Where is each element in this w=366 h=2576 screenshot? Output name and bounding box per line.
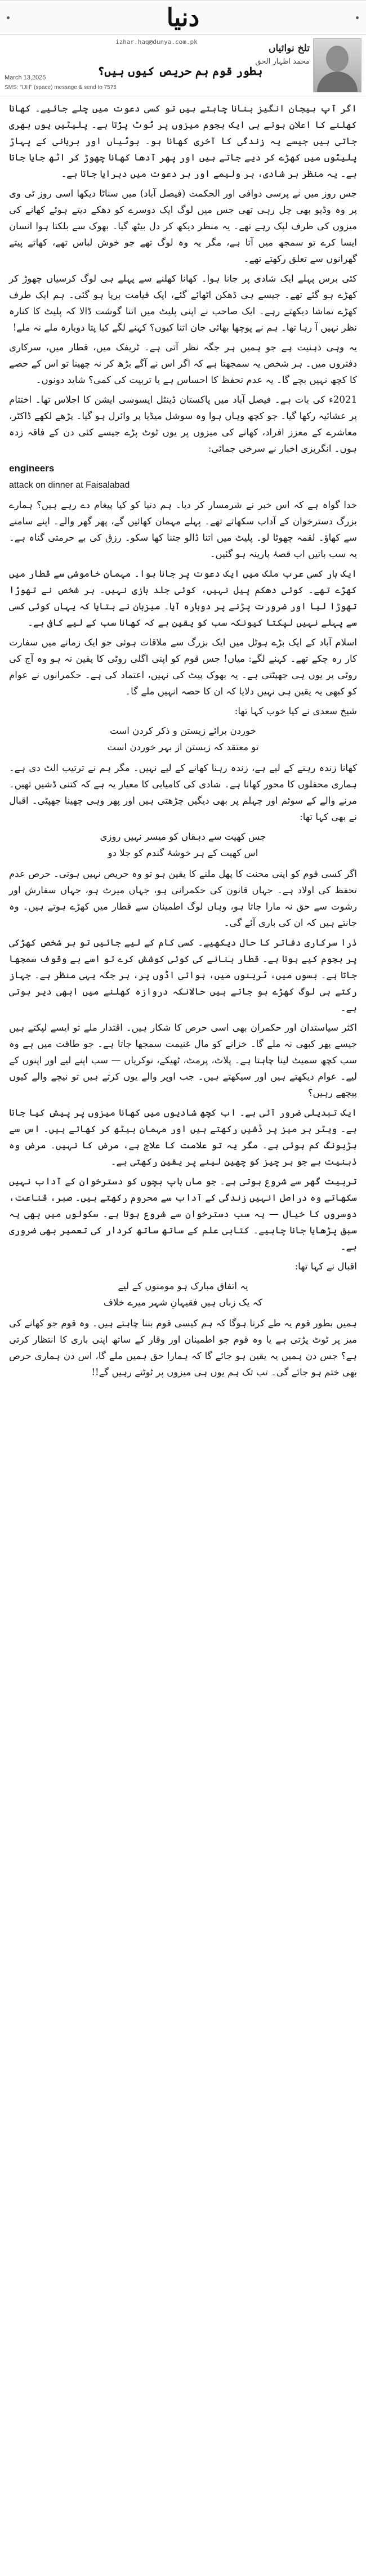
- english-headline-quote: [9, 460, 357, 493]
- newspaper-logo: دنیا: [166, 3, 200, 32]
- publish-date: March 13,2025: [5, 74, 46, 81]
- verse-line: جس کھیت سے دہقاں کو میسر نہیں روزی: [100, 831, 266, 842]
- article-paragraph: اکثر سیاستدان اور حکمران بھی اسی حرص کا شکار ہیں۔ اقتدار ملے تو ایسے لپکتے ہیں جیسے پھر کبھی نہ ملے گا۔ خزانے کو مال غنیمت سمجھا جاتا ہے۔ جو طاقت میں ہے وہ سب کچھ سمیٹ لینا چاہتا ہے۔ پلاٹ، پرمٹ، ٹھیکے، نوکریاں — سب اپنے لیے اور اپنوں کے لیے۔ عوام دیکھتے ہیں اور سیکھتے ہیں۔ جب اوپر والے یوں کرتے ہیں تو نیچے والے کیوں پیچھے رہیں؟: [9, 1022, 357, 1098]
- article-paragraph: اقبال نے کہا تھا:: [294, 1261, 357, 1272]
- column-header: [0, 35, 366, 95]
- article-paragraph: 2021ء کی بات ہے۔ فیصل آباد میں پاکستان ڈینٹل ایسوسی ایشن کا اجلاس تھا۔ اختتام پر عشائیہ رکھا گیا۔ جو کچھ وہاں ہوا وہ سوشل میڈیا پر وائرل ہو گیا۔ پڑھے لکھے ڈاکٹر، معاشرے کے معزز افراد، کھانے کی میزوں پر یوں ٹوٹ پڑے جیسے کئی دن کے فاقہ زدہ ہوں۔ انگریزی اخبار نے سرخی جمائی:: [9, 394, 357, 454]
- verse-line: یہ اتفاق مبارک ہو مومنوں کے لیے: [118, 1281, 248, 1291]
- verse-block: [9, 828, 357, 861]
- verse-line: کہ یک زباں ہیں فقیہانِ شہر میرے خلاف: [103, 1297, 263, 1308]
- author-email-link[interactable]: izhar.haq@dunya.com.pk: [115, 38, 198, 46]
- verse-line: خوردن برائے زیستن و ذکر کردن است: [110, 725, 256, 736]
- article-paragraph: اگر آپ ہیجان انگیز بنانا چاہتے ہیں تو کسی دعوت میں چلے جائیے۔ کھانا کھلنے کا اعلان ہوتے ہی ایک ہجوم میزوں پر ٹوٹ پڑتا ہے۔ پلیٹیں یوں بھری جاتی ہیں جیسے یہ زندگی کا آخری کھانا ہو۔ بوٹیاں اور بریانی کے پہاڑ پلیٹوں میں کھڑے کر دیے جاتے ہیں اور پھر آدھا کھانا چھوڑ کر اٹھ جایا جاتا ہے۔ یہ منظر ہر شادی، ہر ولیمے اور ہر دعوت میں دہرایا جاتا ہے۔: [9, 103, 357, 179]
- article-paragraph: شیخ سعدی نے کیا خوب کہا تھا:: [234, 706, 357, 716]
- sms-instructions: SMS: "IJH" (space) message & send to 7575: [5, 84, 117, 91]
- verse-line: اس کھیت کے ہر خوشۂ گندم کو جلا دو: [108, 848, 258, 858]
- decorative-dot: [7, 16, 10, 19]
- author-photo-head: [326, 46, 349, 72]
- article-paragraph: کئی برس پہلے ایک شادی پر جانا ہوا۔ کھانا کھلنے سے پہلے ہی لوگ کرسیاں چھوڑ کر کھڑے ہو گئے تھے۔ جیسے ہی ڈھکن اٹھائے گئے، ایک قیامت برپا ہو گئی۔ ہم ایک طرف کھڑے تماشا دیکھتے رہے۔ ایک صاحب نے اپنی پلیٹ میں اتنا گوشت ڈالا کہ پلیٹ کا کنارہ نظر نہیں آ رہا تھا۔ ہم نے پوچھا بھائی جان اتنا کیوں؟ کہنے لگے کیا پتا دوبارہ ملے نہ ملے!: [9, 273, 357, 333]
- english-headline-prefix: engineers: [9, 463, 55, 474]
- article-paragraph: یہ وہی ذہنیت ہے جو ہمیں ہر جگہ نظر آتی ہے۔ ٹریفک میں، قطار میں، سرکاری دفتروں میں۔ ہر شخص یہ سمجھتا ہے کہ اگر اس نے آگے بڑھ کر نہ چھینا تو اس کے حصے کا کچھ نہیں بچے گا۔ یہ عدم تحفظ کا احساس ہے یا تربیت کی کمی؟ شاید دونوں۔: [9, 342, 357, 385]
- article-paragraph: اسلام آباد کے ایک بڑے ہوٹل میں ایک بزرگ سے ملاقات ہوئی جو ایک زمانے میں سفارت کار رہ چکے تھے۔ کہنے لگے: میاں! جس قوم کو اپنی اگلی روٹی کا یقین نہ ہو وہ آج کی روٹی پر یوں ہی جھپٹتی ہے۔ یہ بھوک پیٹ کی نہیں، اعتماد کی ہے۔ حکمرانوں نے عوام کو کبھی یہ یقین ہی نہیں دلایا کہ ان کا حصہ انہیں ملے گا۔: [9, 637, 357, 697]
- author-photo-shoulders: [317, 72, 358, 92]
- english-headline-text: attack on dinner at Faisalabad: [9, 480, 130, 490]
- article-paragraph: خدا گواہ ہے کہ اس خبر نے شرمسار کر دیا۔ ہم دنیا کو کیا پیغام دے رہے ہیں؟ ہمارے بزرگ دسترخوان کے آداب سکھاتے تھے۔ پہلے مہمان کھائیں گے، پھر گھر والے۔ اپنے سامنے سے کھاؤ۔ لقمہ چھوٹا لو۔ پلیٹ میں اتنا ڈالو جتنا کھا سکو۔ رزق کی بے حرمتی گناہ ہے۔ یہ سب باتیں اب قصۂ پارینہ ہو گئیں۔: [9, 500, 357, 559]
- article-paragraph: ذرا سرکاری دفاتر کا حال دیکھیے۔ کسی کام کے لیے جائیں تو ہر شخص کھڑکی پر ہجوم کیے ہوتا ہے۔ قطار بنانے کی کوئی کوشش کرے تو اسے بے وقوف سمجھا جاتا ہے۔ بسوں میں، ٹرینوں میں، ہوائی اڈوں پر، ہر جگہ یہی منظر ہے۔ جہاز رکتے ہی لوگ کھڑے ہو جاتے ہیں حالانکہ دروازہ کھلنے میں ابھی دیر ہوتی ہے۔: [9, 937, 357, 1013]
- article-paragraph: ایک تبدیلی ضرور آئی ہے۔ اب کچھ شادیوں میں کھانا میزوں پر پیش کیا جاتا ہے۔ ویٹر ہر میز پر ڈشیں رکھتے ہیں اور مہمان بیٹھ کر کھاتے ہیں۔ اس سے ہڑبونگ کم ہوئی ہے۔ مگر یہ تو علامت کا علاج ہے، مرض کا نہیں۔ مرض وہ ذہنیت ہے جو ہر چیز کو چھین لینے پر یقین رکھتی ہے۔: [9, 1107, 357, 1167]
- logo-band: [0, 0, 366, 35]
- article-body: [9, 100, 357, 1384]
- article-paragraph: ہمیں بطور قوم یہ طے کرنا ہوگا کہ ہم کیسی قوم بننا چاہتے ہیں۔ وہ قوم جو کھانے کی میز پر ٹوٹ پڑتی ہے یا وہ قوم جو اطمینان اور وقار کے ساتھ اپنی باری کا انتظار کرتی ہے؟ جس دن ہمیں یہ یقین ہو جائے گا کہ ہمارا حق ہمیں ملے گا، اس دن ہماری حرص بھی ختم ہو جائے گی۔ تب تک ہم یوں ہی میزوں پر ٹوٹتے رہیں گے!!: [9, 1318, 357, 1378]
- author-photo: [313, 38, 361, 92]
- verse-block: [9, 723, 357, 755]
- author-name: محمد اظہار الحق: [255, 57, 310, 66]
- article-paragraph: تربیت گھر سے شروع ہوتی ہے۔ جو ماں باپ بچوں کو دسترخوان کے آداب نہیں سکھاتے وہ دراصل انہیں زندگی کے آداب سے محروم رکھتے ہیں۔ صبر، قناعت، دوسروں کا خیال — یہ سب دسترخوان سے شروع ہوتا ہے۔ سکولوں میں بھی یہ سبق پڑھایا جانا چاہیے۔ کتابی علم کے ساتھ ساتھ کردار کی تعمیر بھی ضروری ہے۔: [9, 1176, 357, 1252]
- decorative-dot: [356, 16, 359, 19]
- article-paragraph: جس روز میں نے پرسی دوافی اور الحکمت (فیصل آباد) میں سناٹا دیکھا اسی روز ٹی وی پر وہ وڈیو بھی چل رہی تھی جس میں لوگ ایک دوسرے کو دھکے دیتے ہوئے کھانے کی میزوں کی طرف لپک رہے تھے۔ یہ منظر دیکھ کر دل بیٹھ گیا۔ بھوک سے بلکتا ہوا انسان ایسا کرے تو سمجھ میں آتا ہے، مگر یہ وہ لوگ تھے جو خوش لباس تھے، کھاتے پیتے گھرانوں سے تعلق رکھتے تھے۔: [9, 188, 357, 264]
- article-paragraph: ایک بار کسی عرب ملک میں ایک دعوت پر جانا ہوا۔ مہمان خاموشی سے قطار میں کھڑے تھے۔ کوئی دھکم پیل نہیں، کوئی جلد بازی نہیں۔ ہر شخص نے تھوڑا تھوڑا لیا اور ضرورت پڑنے پر دوبارہ آیا۔ میزبان نے بتایا کہ یہاں کوئی کسی سے پہلے نہیں لپکتا کیونکہ سب کو یقین ہے کہ کھانا سب کے لیے کافی ہے۔: [9, 568, 357, 628]
- column-name: تلخ نوائیاں: [268, 43, 310, 54]
- article-paragraph: اگر کسی قوم کو اپنی محنت کا پھل ملنے کا یقین ہو تو وہ حریص نہیں ہوتی۔ حرص عدم تحفظ کی اولاد ہے۔ جہاں قانون کی حکمرانی ہو، جہاں میرٹ ہو، جہاں سفارش اور رشوت سے حق نہ مارا جاتا ہو، وہاں لوگ اطمینان سے قطار میں کھڑے ہوتے ہیں۔ وہ جانتے ہیں کہ ان کی باری آئے گی۔: [9, 868, 357, 928]
- verse-block: [9, 1278, 357, 1311]
- article-headline: بطور قوم ہم حریص کیوں ہیں؟: [97, 64, 263, 78]
- masthead: [0, 0, 366, 96]
- verse-line: تو معتقد کہ زیستن از بہر خوردن است: [107, 742, 259, 752]
- article-paragraph: کھانا زندہ رہنے کے لیے ہے، زندہ رہنا کھانے کے لیے نہیں۔ مگر ہم نے ترتیب الٹ دی ہے۔ ہماری محفلوں کا محور کھانا ہے۔ شادی کی کامیابی کا معیار یہ ہے کہ کتنی ڈشیں تھیں۔ مرنے والے کے سوئم اور چہلم پر بھی دیگیں چڑھتی ہیں اور پھر وہی چھینا جھپٹی۔ اقبال نے بھی کہا تھا:: [9, 763, 357, 822]
